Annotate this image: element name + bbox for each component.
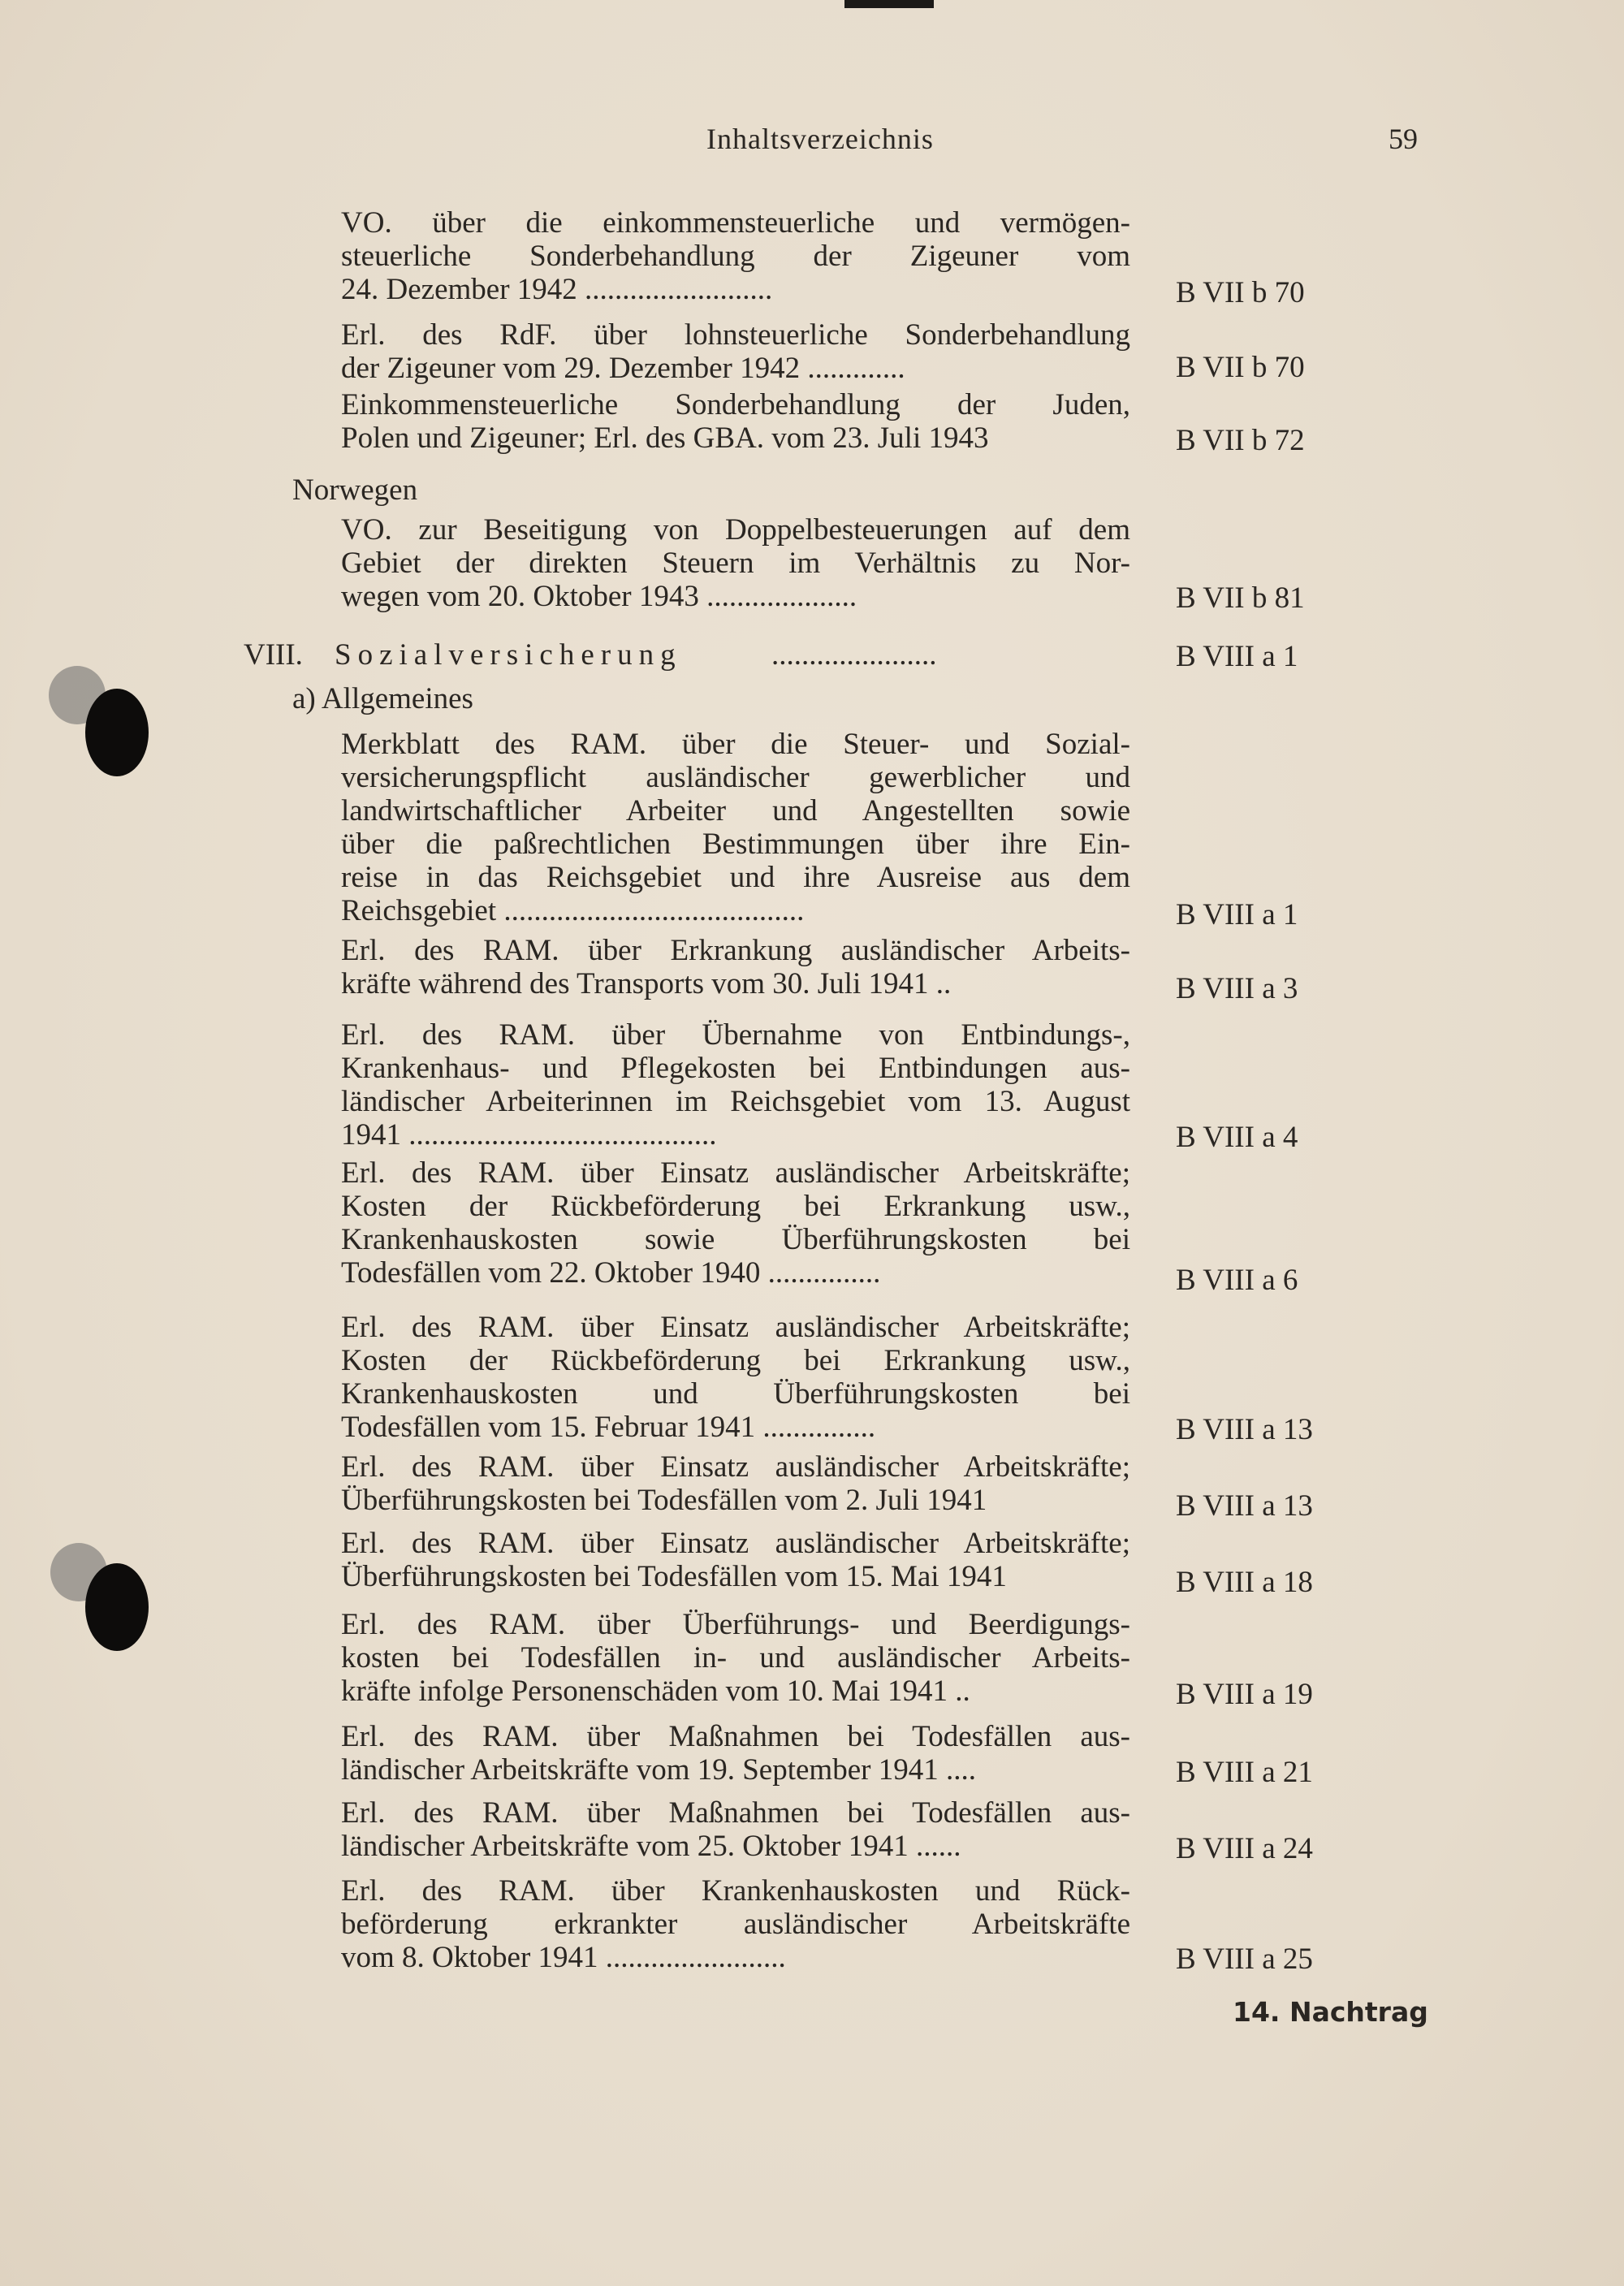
toc-entry [341, 206, 1130, 306]
toc-entry [341, 934, 1130, 1000]
entry-line: Gebiet der direkten Steuern im Verhältnis zu Nor- [341, 547, 1130, 580]
subsection-heading-allgemeines: a) Allgemeines [292, 682, 473, 715]
entry-line: Erl. des RAM. über Einsatz ausländischer Arbeitskräfte; [341, 1527, 1130, 1560]
toc-entry-reference: B VII b 72 [1176, 424, 1305, 457]
entry-line: Erl. des RAM. über Maßnahmen bei Todesfällen aus- [341, 1796, 1130, 1830]
toc-entry [341, 388, 1130, 455]
entry-line: Merkblatt des RAM. über die Steuer- und Sozial- [341, 728, 1130, 761]
binding-tab-mark [844, 0, 934, 8]
toc-entry-reference: B VIII a 21 [1176, 1756, 1313, 1789]
entry-line: versicherungspflicht ausländischer gewerblicher und [341, 761, 1130, 794]
toc-entry [341, 1018, 1130, 1152]
section-leader-dots: ...................... [771, 638, 937, 672]
toc-entry [341, 1450, 1130, 1517]
entry-line: beförderung erkrankter ausländischer Arbeitskräfte [341, 1908, 1130, 1941]
punch-hole-bottom [85, 1563, 149, 1651]
entry-line: Kosten der Rückbeförderung bei Erkrankung usw., [341, 1190, 1130, 1223]
entry-line: Krankenhauskosten sowie Überführungskosten bei [341, 1223, 1130, 1256]
toc-entry-reference: B VII b 70 [1176, 276, 1305, 309]
toc-entry [341, 1874, 1130, 1974]
entry-line: Erl. des RAM. über Krankenhauskosten und Rück- [341, 1874, 1130, 1908]
entry-line: Einkommensteuerliche Sonderbehandlung der Juden, [341, 388, 1130, 421]
entry-line: Erl. des RAM. über Einsatz ausländischer Arbeitskräfte; [341, 1156, 1130, 1190]
punch-hole-top [85, 689, 149, 776]
entry-line: kosten bei Todesfällen in- und ausländischer Arbeits- [341, 1641, 1130, 1675]
toc-entry [341, 1527, 1130, 1593]
toc-entry [341, 728, 1130, 927]
toc-entry-reference: B VIII a 25 [1176, 1942, 1313, 1976]
entry-line: Polen und Zigeuner; Erl. des GBA. vom 23. Juli 1943 [341, 421, 989, 455]
entry-line: Erl. des RAM. über Einsatz ausländischer Arbeitskräfte; [341, 1311, 1130, 1344]
entry-line: ländischer Arbeiterinnen im Reichsgebiet vom 13. August [341, 1085, 1130, 1118]
entry-line: 1941 ......................................... [341, 1118, 717, 1152]
section-viii-reference: B VIII a 1 [1176, 640, 1298, 673]
entry-line: steuerliche Sonderbehandlung der Zigeuner vom [341, 240, 1130, 273]
toc-entry [341, 1156, 1130, 1290]
entry-line: kräfte infolge Personenschäden vom 10. Mai 1941 .. [341, 1675, 970, 1708]
entry-line: vom 8. Oktober 1941 ........................ [341, 1941, 786, 1974]
toc-entry-reference: B VIII a 19 [1176, 1678, 1313, 1711]
entry-line: kräfte während des Transports vom 30. Juli 1941 .. [341, 967, 952, 1000]
entry-line: landwirtschaftlicher Arbeiter und Angestellten sowie [341, 794, 1130, 828]
running-header-title: Inhaltsverzeichnis [706, 123, 934, 155]
entry-line: reise in das Reichsgebiet und ihre Ausreise aus dem [341, 861, 1130, 894]
entry-line: Erl. des RdF. über lohnsteuerliche Sonderbehandlung [341, 318, 1130, 352]
toc-entry-reference: B VIII a 13 [1176, 1489, 1313, 1523]
country-heading-norwegen: Norwegen [292, 473, 418, 507]
entry-line: Überführungskosten bei Todesfällen vom 15. Mai 1941 [341, 1560, 1007, 1593]
entry-line: Reichsgebiet ........................................ [341, 894, 805, 927]
toc-entry [341, 1608, 1130, 1708]
entry-line: Todesfällen vom 22. Oktober 1940 ............... [341, 1256, 881, 1290]
entry-line: Kosten der Rückbeförderung bei Erkrankung usw., [341, 1344, 1130, 1377]
entry-line: Erl. des RAM. über Einsatz ausländischer Arbeitskräfte; [341, 1450, 1130, 1484]
toc-entry [341, 1311, 1130, 1444]
toc-entry [341, 318, 1130, 385]
entry-line: Erl. des RAM. über Überführungs- und Beerdigungs- [341, 1608, 1130, 1641]
toc-entry-reference: B VII b 81 [1176, 581, 1305, 615]
toc-entry [341, 1720, 1130, 1787]
entry-line: über die paßrechtlichen Bestimmungen über ihre Ein- [341, 828, 1130, 861]
entry-line: der Zigeuner vom 29. Dezember 1942 ............. [341, 352, 905, 385]
entry-line: wegen vom 20. Oktober 1943 .................... [341, 580, 857, 613]
section-title-sozialversicherung: Sozialversicherung [335, 638, 682, 672]
toc-entry [341, 513, 1130, 613]
page-number: 59 [1389, 123, 1418, 155]
entry-line: VO. über die einkommensteuerliche und vermögen- [341, 206, 1130, 240]
toc-entry-reference: B VII b 70 [1176, 351, 1305, 384]
entry-line: Erl. des RAM. über Übernahme von Entbindungs-, [341, 1018, 1130, 1052]
entry-line: Krankenhaus- und Pflegekosten bei Entbindungen aus- [341, 1052, 1130, 1085]
toc-entry-reference: B VIII a 24 [1176, 1832, 1313, 1865]
entry-line: VO. zur Beseitigung von Doppelbesteuerungen auf dem [341, 513, 1130, 547]
entry-line: 24. Dezember 1942 ......................... [341, 273, 773, 306]
toc-entry-reference: B VIII a 1 [1176, 898, 1298, 931]
supplement-label: 14. Nachtrag [1233, 1996, 1428, 2028]
entry-line: ländischer Arbeitskräfte vom 25. Oktober 1941 ...... [341, 1830, 961, 1863]
toc-entry-reference: B VIII a 4 [1176, 1121, 1298, 1154]
entry-line: Krankenhauskosten und Überführungskosten bei [341, 1377, 1130, 1411]
toc-entry-reference: B VIII a 3 [1176, 972, 1298, 1005]
entry-line: Erl. des RAM. über Maßnahmen bei Todesfällen aus- [341, 1720, 1130, 1753]
entry-line: ländischer Arbeitskräfte vom 19. September 1941 .... [341, 1753, 976, 1787]
toc-entry-reference: B VIII a 13 [1176, 1413, 1313, 1446]
section-number-viii: VIII. [244, 638, 303, 672]
toc-entry-reference: B VIII a 6 [1176, 1264, 1298, 1297]
entry-line: Überführungskosten bei Todesfällen vom 2. Juli 1941 [341, 1484, 987, 1517]
toc-entry [341, 1796, 1130, 1863]
toc-entry-reference: B VIII a 18 [1176, 1566, 1313, 1599]
entry-line: Erl. des RAM. über Erkrankung ausländischer Arbeits- [341, 934, 1130, 967]
entry-line: Todesfällen vom 15. Februar 1941 ............... [341, 1411, 876, 1444]
